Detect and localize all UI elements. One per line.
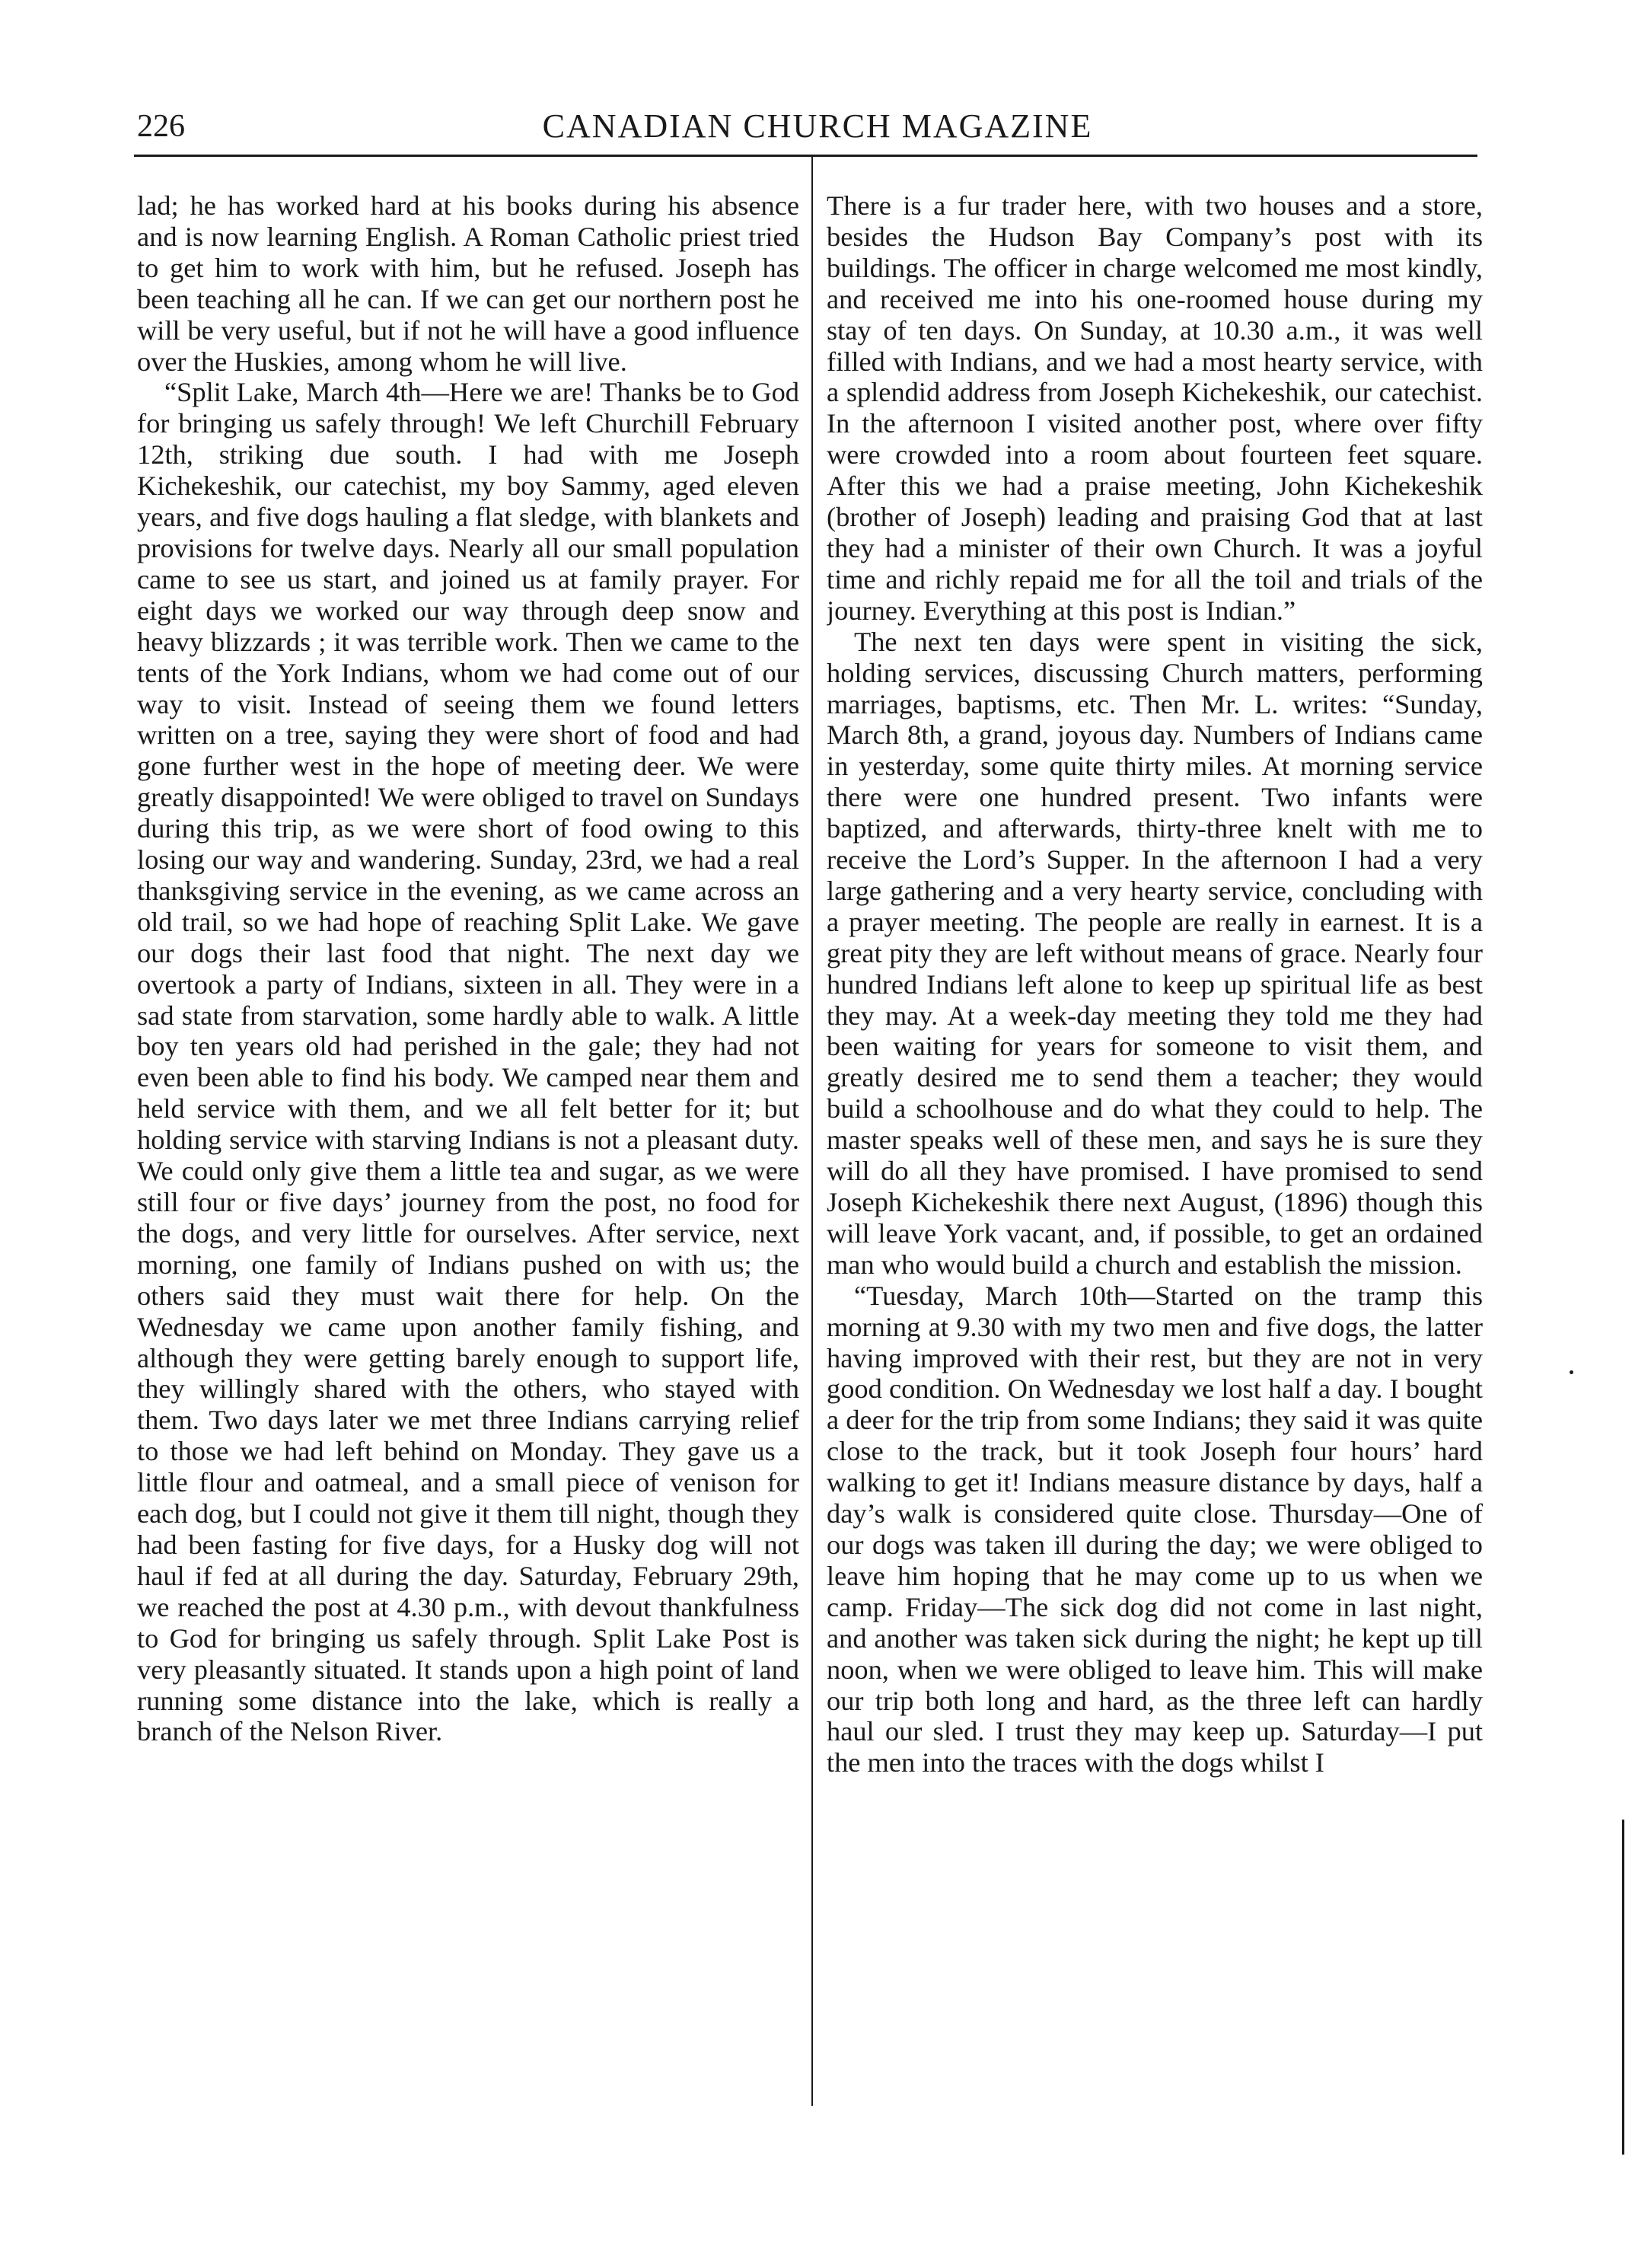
- paragraph: lad; he has worked hard at his books during his absence and is now learning English. A Roman Catholic priest tried to get him to work with him, but he refused. Joseph has been teaching all he can. If we can get our northern post he will be very useful, but if not he will have a good influence over the Huskies, among whom he will live.: [137, 190, 799, 377]
- paragraph: “Split Lake, March 4th—Here we are! Thanks be to God for bringing us safely through! We left Churchill February 12th, striking due south. I had with me Joseph Kichekeshik, our catechist, my boy Sammy, aged eleven years, and five dogs hauling a flat sledge, with blankets and provisions for twelve days. Nearly all our small population came to see us start, and joined us at family prayer. For eight days we worked our way through deep snow and heavy blizzards ; it was terrible work. Then we came to the tents of the York Indians, whom we had come out of our way to visit. Instead of seeing them we found letters written on a tree, saying they were short of food and had gone further west in the hope of meeting deer. We were greatly disappointed! We were obliged to travel on Sundays during this trip, as we were short of food owing to this losing our way and wandering. Sunday, 23rd, we had a real thanksgiving service in the evening, as we came across an old trail, so we had hope of reaching Split Lake. We gave our dogs their last food that night. The next day we overtook a party of Indians, sixteen in all. They were in a sad state from starvation, some hardly able to walk. A little boy ten years old had perished in the gale; they had not even been able to find his body. We camped near them and held service with them, and we all felt better for it; but holding service with starving Indians is not a pleasant duty. We could only give them a little tea and sugar, as we were still four or five days’ journey from the post, no food for the dogs, and very little for ourselves. After service, next morning, one family of Indians pushed on with us; the others said they must wait there for help. On the Wednesday we came upon another family fishing, and although they were getting barely enough to support life, they willingly shared with the others, who stayed with them. Two days later we met three Indians carrying relief to those we had left behind on Monday. They gave us a little flour and oatmeal, and a small piece of venison for each dog, but I could not give it them till night, though they had been fasting for five days, for a Husky dog will not haul if fed at all during the day. Saturday, February 29th, we reached the post at 4.30 p.m., with devout thankfulness to God for bringing us safely through. Split Lake Post is very pleasantly situated. It stands upon a high point of land running some distance into the lake, which is really a branch of the Nelson River.: [137, 377, 799, 1747]
- page-number: 226: [137, 109, 185, 144]
- page-header: [0, 0, 1635, 152]
- paragraph: The next ten days were spent in visiting the sick, holding services, discussing Church matters, performing marriages, baptisms, etc. Then Mr. L. writes: “Sunday, March 8th, a grand, joyous day. Numbers of Indians came in yesterday, some quite thirty miles. At morning service there were one hundred present. Two infants were baptized, and afterwards, thirty-three knelt with me to receive the Lord’s Supper. In the afternoon I had a very large gathering and a very hearty service, concluding with a prayer meeting. The people are really in earnest. It is a great pity they are left without means of grace. Nearly four hundred Indians left alone to keep up spiritual life as best they may. At a week-day meeting they told me they had been waiting for years for someone to visit them, and greatly desired me to send them a teacher; they would build a schoolhouse and do what they could to help. The master speaks well of these men, and says he is sure they will do all they have promised. I have promised to send Joseph Kichekeshik there next August, (1896) though this will leave York vacant, and, if possible, to get an ordained man who would build a church and establish the mission.: [827, 626, 1483, 1280]
- running-title: CANADIAN CHURCH MAGAZINE: [542, 107, 1093, 145]
- paragraph: “Tuesday, March 10th—Started on the tramp this morning at 9.30 with my two men and five dogs, the latter having improved with their rest, but they are not in very good condition. On Wednesday we lost half a day. I bought a deer for the trip from some Indians; they said it was quite close to the track, but it took Joseph four hours’ hard walking to get it! Indians measure distance by days, half a day’s walk is considered quite close. Thursday—One of our dogs was taken ill during the day; we were obliged to leave him hoping that he may come up to us when we camp. Friday—The sick dog did not come in last night, and another was taken sick during the night; he kept up till noon, when we were obliged to leave him. This will make our trip both long and hard, as the three left can hardly haul our sled. I trust they may keep up. Saturday—I put the men into the traces with the dogs whilst I: [827, 1280, 1483, 1778]
- header-rule: [134, 155, 1477, 157]
- left-column: [137, 190, 799, 2086]
- margin-mark: [1570, 1370, 1573, 1374]
- column-divider: [811, 157, 813, 2106]
- right-column: [827, 190, 1483, 2086]
- margin-rule: [1622, 1820, 1624, 2155]
- paragraph: There is a fur trader here, with two houses and a store, besides the Hudson Bay Company’s post with its buildings. The officer in charge welcomed me most kindly, and received me into his one-roomed house during my stay of ten days. On Sunday, at 10.30 a.m., it was well filled with Indians, and we had a most hearty service, with a splendid address from Joseph Kichekeshik, our catechist. In the afternoon I visited another post, where over fifty were crowded into a room about fourteen feet square. After this we had a praise meeting, John Kichekeshik (brother of Joseph) leading and praising God that at last they had a minister of their own Church. It was a joyful time and richly repaid me for all the toil and trials of the journey. Everything at this post is Indian.”: [827, 190, 1483, 626]
